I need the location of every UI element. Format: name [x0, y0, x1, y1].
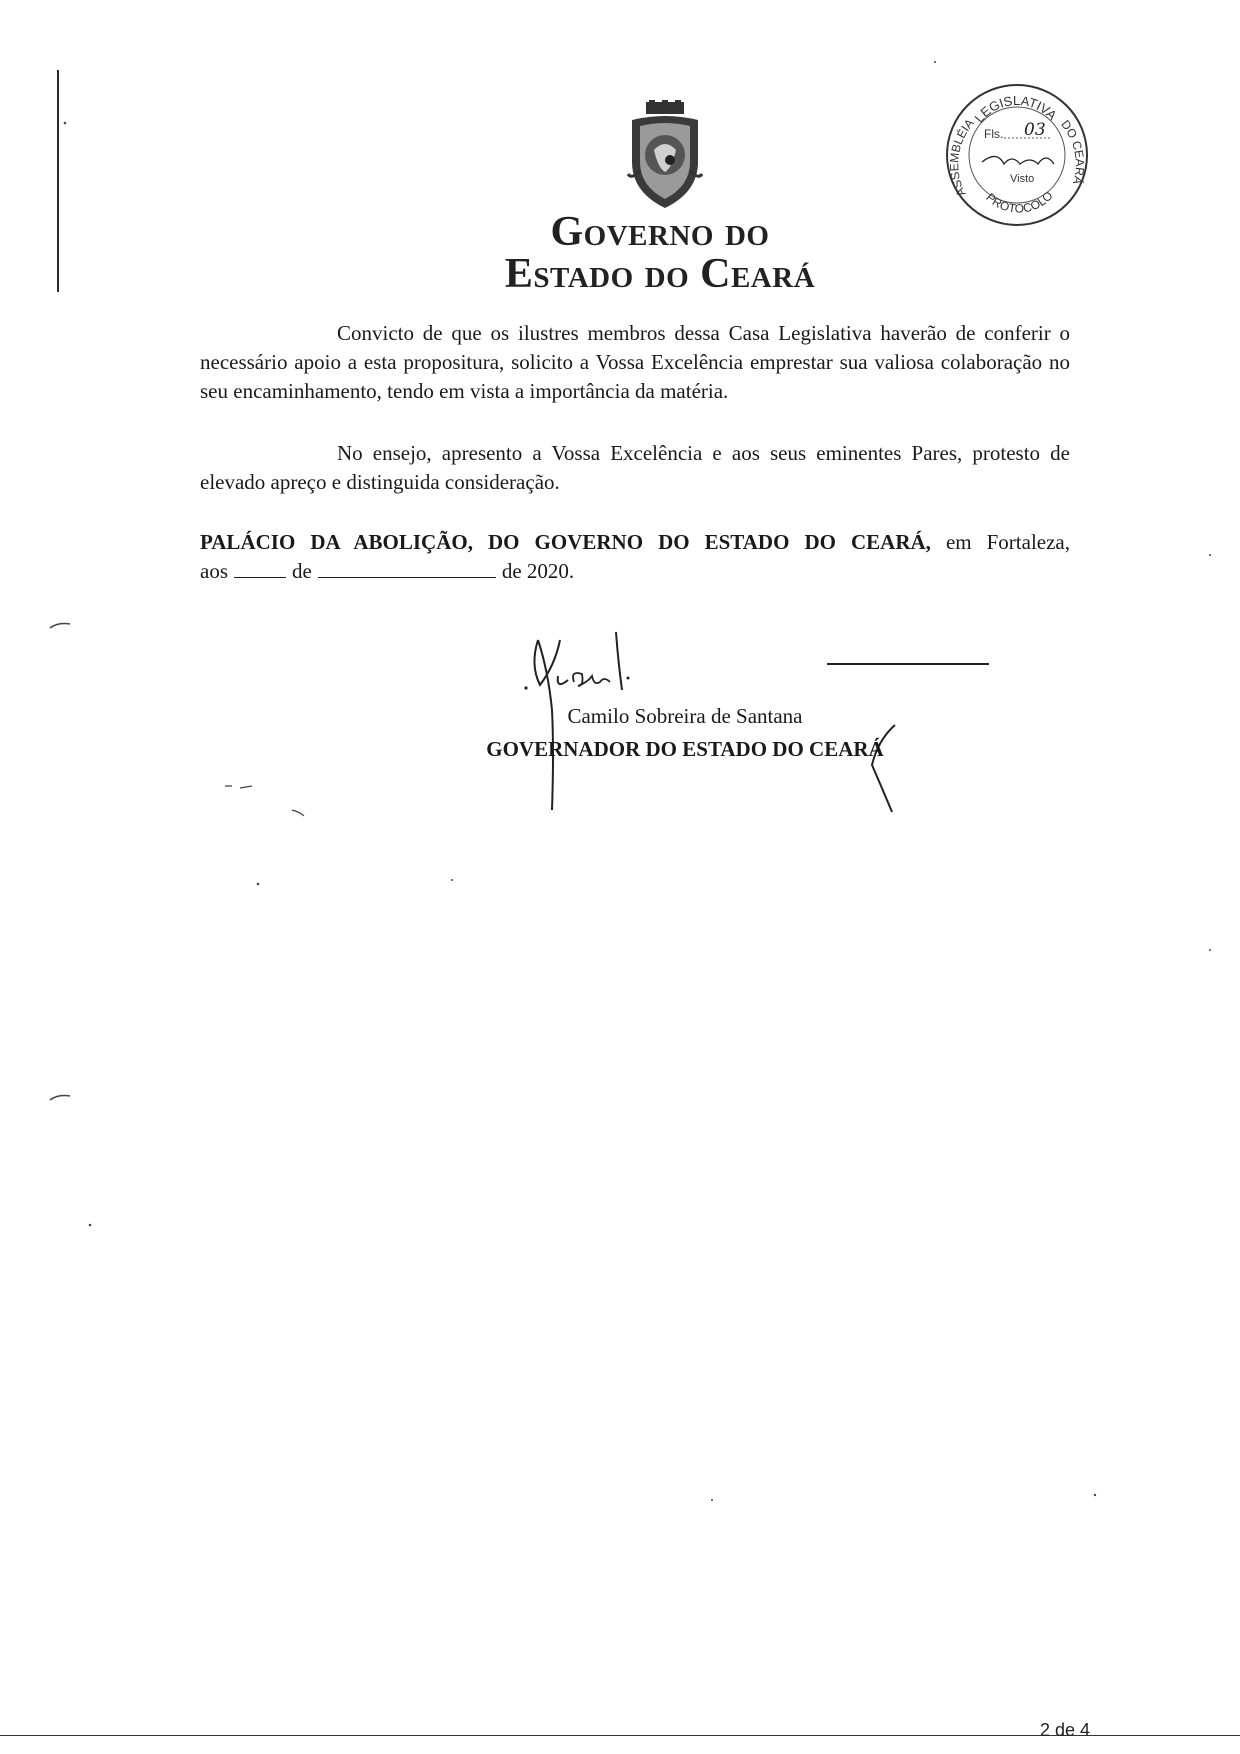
stamp-visto-label: Visto — [1010, 173, 1035, 185]
stamp-fls-label: Fls. — [984, 127, 1004, 141]
body-paragraph-2: No ensejo, apresento a Vossa Excelência e aos seus eminentes Pares, protesto de elevado apreço e distinguida consideração. — [200, 441, 1070, 494]
date-year: de 2020. — [501, 559, 575, 583]
stamp-left-text: ASSEMBLÉIA — [947, 116, 977, 199]
signatory-role: GOVERNADOR DO ESTADO DO CEARÁ — [486, 737, 884, 761]
place-line — [200, 528, 1070, 557]
date-aos: aos — [200, 559, 228, 583]
header-title-line2: Estado do Ceará — [504, 251, 816, 297]
svg-text:PROTOCOLO — [983, 188, 1055, 215]
body-paragraph-1: Convicto de que os ilustres membros dessa Casa Legislativa haverão de conferir o necessário apoio a esta propositura, solicito a Vossa Excelência emprestar sua valiosa colaboração no seu encaminhamento, tendo em vista a importância da matéria. — [200, 321, 1070, 403]
stamp-initials-icon — [982, 156, 1054, 164]
date-line — [200, 557, 1070, 586]
header-title-line1: Governo do — [550, 209, 770, 255]
palace-name: PALÁCIO DA ABOLIÇÃO, DO GOVERNO DO ESTADO DO CEARÁ, — [200, 530, 931, 554]
date-de: de — [292, 559, 312, 583]
signatory-name: Camilo Sobreira de Santana — [567, 704, 803, 728]
protocol-stamp — [942, 80, 1092, 230]
svg-text:DO CEARÁ — [1058, 117, 1087, 186]
stamp-right-text: DO CEARÁ — [1058, 117, 1087, 186]
day-blank — [234, 559, 286, 578]
svg-text:LEGISLATIVA — [971, 93, 1060, 125]
state-crest-icon — [622, 100, 708, 210]
month-blank — [318, 559, 496, 578]
stamp-seal-icon — [942, 80, 1092, 230]
stamp-top-text: LEGISLATIVA — [971, 92, 1060, 126]
stamp-bottom-text: PROTOCOLO — [983, 188, 1056, 216]
page-number: 2 de 4 — [1040, 1720, 1091, 1740]
place-city: em Fortaleza, — [930, 530, 1071, 554]
left-margin-mark — [57, 70, 59, 292]
stamp-fls-value: 03 — [1024, 120, 1046, 140]
place-date-block — [200, 528, 1070, 586]
